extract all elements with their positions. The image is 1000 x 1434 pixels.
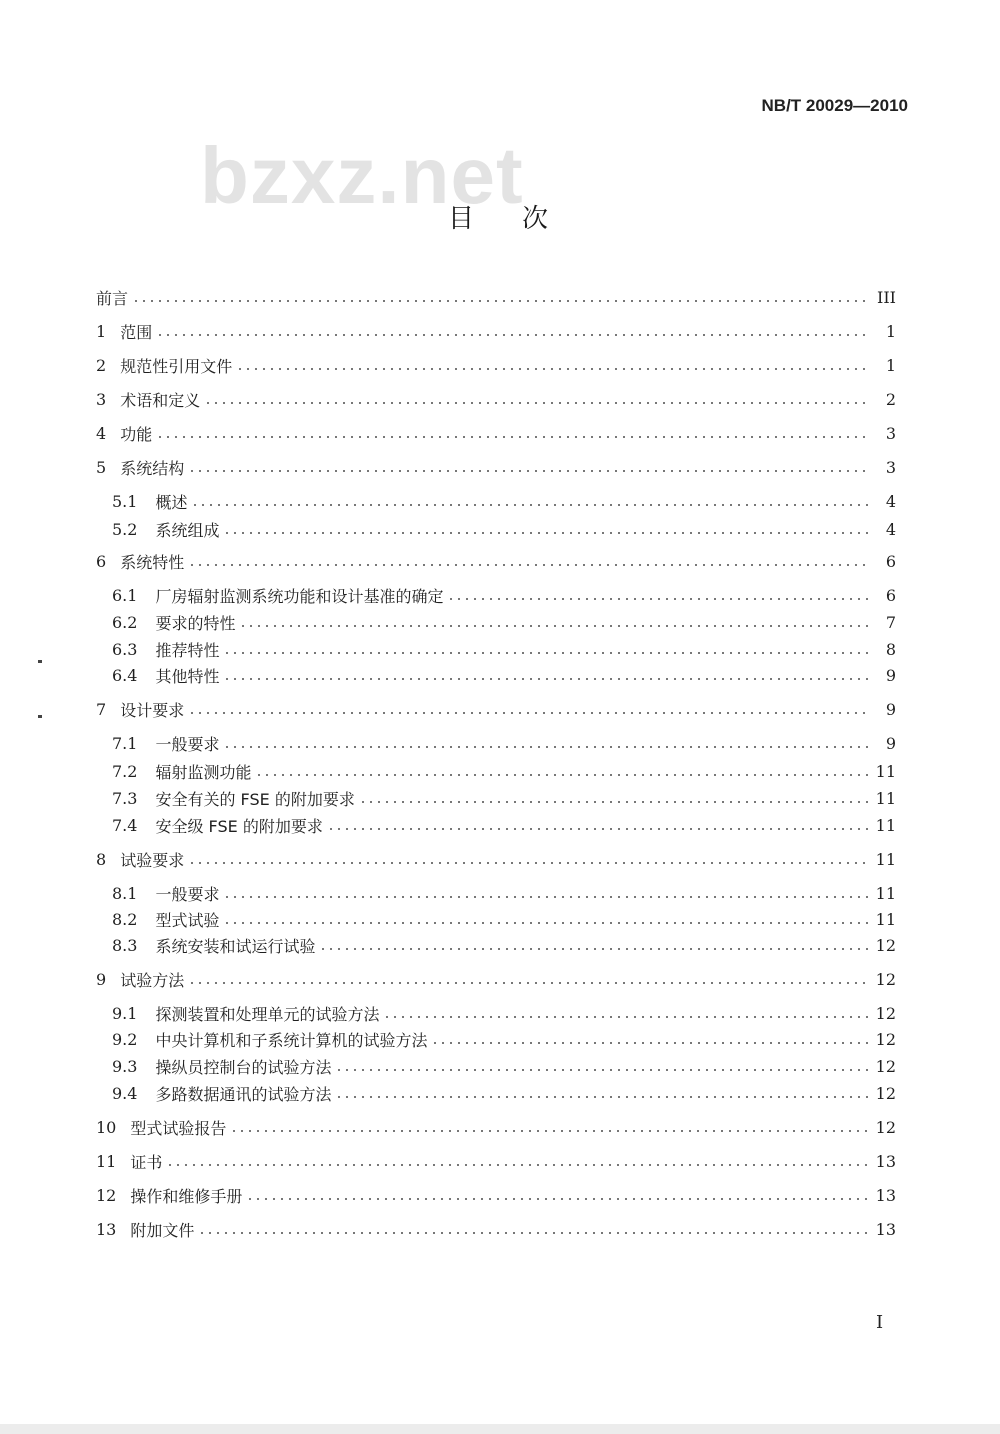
toc-entry-number: 11 xyxy=(96,1151,117,1171)
toc-leader-dots xyxy=(198,1231,869,1235)
toc-entry-title: 多路数据通讯的试验方法 xyxy=(155,1084,332,1104)
toc-entry[interactable] xyxy=(96,696,896,722)
toc-leader-dots xyxy=(188,711,870,715)
toc-entry[interactable] xyxy=(112,906,896,932)
toc-entry[interactable] xyxy=(112,609,896,635)
toc-leader-dots xyxy=(223,745,870,749)
toc-leader-dots xyxy=(335,1095,869,1099)
toc-entry-page: 6 xyxy=(885,585,896,605)
toc-entry-title: 系统结构 xyxy=(120,458,185,478)
toc-entry-page: III xyxy=(877,287,896,307)
toc-entry-page: 9 xyxy=(885,665,896,685)
toc-entry-title: 探测装置和处理单元的试验方法 xyxy=(155,1004,380,1024)
toc-entry-page: 12 xyxy=(875,969,896,989)
toc-entry[interactable] xyxy=(112,582,896,608)
toc-entry-number: 6.1 xyxy=(112,585,138,605)
toc-entry-title: 概述 xyxy=(155,492,188,512)
toc-leader-dots xyxy=(447,597,870,601)
toc-entry-title: 厂房辐射监测系统功能和设计基准的确定 xyxy=(155,586,444,606)
toc-entry[interactable] xyxy=(96,1114,896,1140)
toc-entry-number: 9.1 xyxy=(112,1003,138,1023)
toc-entry-title: 前言 xyxy=(96,288,129,308)
toc-entry-page: 13 xyxy=(875,1185,896,1205)
toc-entry-title: 附加文件 xyxy=(130,1220,195,1240)
toc-entry-title: 其他特性 xyxy=(155,666,220,686)
bottom-bar xyxy=(0,1424,1000,1434)
toc-entry[interactable] xyxy=(96,352,896,378)
toc-entry-number: 7.1 xyxy=(112,733,138,753)
toc-entry[interactable] xyxy=(112,1053,896,1079)
toc-leader-dots xyxy=(335,1068,869,1072)
toc-entry-number: 13 xyxy=(96,1219,117,1239)
toc-leader-dots xyxy=(156,333,870,337)
toc-leader-dots xyxy=(132,299,870,303)
toc-entry-page: 1 xyxy=(885,355,896,375)
toc-entry-page: 4 xyxy=(885,519,896,539)
toc-entry-number: 9.2 xyxy=(112,1029,138,1049)
toc-entry-number: 1 xyxy=(96,321,107,341)
toc-entry-page: 2 xyxy=(885,389,896,409)
toc-entry[interactable] xyxy=(96,454,896,480)
toc-leader-dots xyxy=(246,1197,869,1201)
toc-entry[interactable] xyxy=(96,846,896,872)
toc-entry-title: 型式试验 xyxy=(155,910,220,930)
toc-entry-title: 系统安装和试运行试验 xyxy=(155,936,316,956)
toc-leader-dots xyxy=(327,827,870,831)
toc-entry-page: 3 xyxy=(885,457,896,477)
toc-leader-dots xyxy=(239,624,870,628)
toc-entry-title: 一般要求 xyxy=(155,734,220,754)
toc-leader-dots xyxy=(223,921,869,925)
toc-entry-page: 12 xyxy=(875,1003,896,1023)
toc-entry-page: 1 xyxy=(885,321,896,341)
toc-leader-dots xyxy=(319,947,869,951)
toc-leader-dots xyxy=(223,651,870,655)
toc-entry-number: 7 xyxy=(96,699,107,719)
toc-entry[interactable] xyxy=(112,1000,896,1026)
toc-entry-number: 8.1 xyxy=(112,883,138,903)
toc-entry-page: 11 xyxy=(875,788,896,808)
toc-entry-number: 8.3 xyxy=(112,935,138,955)
toc-entry-number: 12 xyxy=(96,1185,117,1205)
toc-entry-page: 12 xyxy=(875,1083,896,1103)
toc-entry-page: 12 xyxy=(875,1117,896,1137)
toc-entry-page: 12 xyxy=(875,1056,896,1076)
toc-entry-page: 11 xyxy=(875,883,896,903)
toc-entry-number: 6.4 xyxy=(112,665,138,685)
toc-entry[interactable] xyxy=(96,386,896,412)
toc-leader-dots xyxy=(255,773,869,777)
toc-entry[interactable] xyxy=(112,880,896,906)
toc-entry-page: 11 xyxy=(875,849,896,869)
toc-entry-title: 操纵员控制台的试验方法 xyxy=(155,1057,332,1077)
toc-leader-dots xyxy=(223,895,869,899)
toc-entry-title: 试验方法 xyxy=(120,970,185,990)
margin-marks xyxy=(38,660,42,770)
toc-entry-page: 9 xyxy=(885,733,896,753)
toc-entry-number: 7.2 xyxy=(112,761,138,781)
toc-entry-page: 13 xyxy=(875,1219,896,1239)
toc-entry-title: 术语和定义 xyxy=(120,390,201,410)
standard-code: NB/T 20029—2010 xyxy=(761,96,908,115)
toc-entry-title: 证书 xyxy=(130,1152,163,1172)
toc-entry[interactable] xyxy=(112,662,896,688)
toc-entry[interactable] xyxy=(96,966,896,992)
page-number: I xyxy=(876,1312,884,1333)
toc-entry-number: 3 xyxy=(96,389,107,409)
toc-leader-dots xyxy=(223,677,870,681)
watermark-text: bzxz.net xyxy=(200,131,524,220)
toc-leader-dots xyxy=(156,435,870,439)
toc-entry-title: 设计要求 xyxy=(120,700,185,720)
toc-entry[interactable] xyxy=(112,758,896,784)
toc-entry[interactable] xyxy=(112,516,896,542)
toc-entry[interactable] xyxy=(96,548,896,574)
toc-leader-dots xyxy=(223,531,870,535)
toc-entry-number: 6.2 xyxy=(112,612,138,632)
toc-entry-title: 范围 xyxy=(120,322,153,342)
toc-entry-number: 9 xyxy=(96,969,107,989)
toc-entry[interactable] xyxy=(112,932,896,958)
toc-leader-dots xyxy=(204,401,870,405)
toc-entry[interactable] xyxy=(96,284,896,310)
toc-entry-title: 操作和维修手册 xyxy=(130,1186,243,1206)
toc-entry-number: 9.3 xyxy=(112,1056,138,1076)
toc-entry-page: 12 xyxy=(875,1029,896,1049)
toc-entry-page: 7 xyxy=(885,612,896,632)
toc-entry-number: 10 xyxy=(96,1117,117,1137)
toc-entry-page: 3 xyxy=(885,423,896,443)
toc-leader-dots xyxy=(359,800,870,804)
toc-leader-dots xyxy=(431,1041,869,1045)
toc-entry-number: 5.2 xyxy=(112,519,138,539)
toc-leader-dots xyxy=(188,563,870,567)
toc-entry[interactable] xyxy=(112,488,896,514)
toc-entry-title: 辐射监测功能 xyxy=(155,762,252,782)
toc-leader-dots xyxy=(236,367,870,371)
toc-entry[interactable] xyxy=(96,318,896,344)
toc-entry-number: 2 xyxy=(96,355,107,375)
toc-entry-page: 8 xyxy=(885,639,896,659)
toc-entry-title: 系统组成 xyxy=(155,520,220,540)
toc-entry[interactable] xyxy=(96,420,896,446)
toc-leader-dots xyxy=(166,1163,869,1167)
toc-entry[interactable] xyxy=(96,1216,896,1242)
toc-entry-number: 8.2 xyxy=(112,909,138,929)
toc-entry-page: 4 xyxy=(885,491,896,511)
toc-entry-title: 试验要求 xyxy=(120,850,185,870)
toc-leader-dots xyxy=(188,469,870,473)
toc-entry[interactable] xyxy=(96,1148,896,1174)
toc-entry[interactable] xyxy=(112,730,896,756)
toc-entry-page: 11 xyxy=(875,761,896,781)
toc-entry-title: 要求的特性 xyxy=(155,613,236,633)
toc-leader-dots xyxy=(230,1129,869,1133)
toc-leader-dots xyxy=(383,1015,869,1019)
toc-entry-number: 7.3 xyxy=(112,788,138,808)
toc-entry[interactable] xyxy=(112,1080,896,1106)
toc-leader-dots xyxy=(191,503,870,507)
toc-entry-number: 5 xyxy=(96,457,107,477)
toc-title: 目次 xyxy=(448,204,597,234)
toc-entry-number: 7.4 xyxy=(112,815,138,835)
toc-entry-title: 安全有关的 FSE 的附加要求 xyxy=(155,789,355,809)
toc-entry[interactable] xyxy=(112,636,896,662)
toc-entry-title: 型式试验报告 xyxy=(130,1118,227,1138)
toc-entry[interactable] xyxy=(112,1026,896,1052)
toc-entry-page: 11 xyxy=(875,815,896,835)
toc-entry-title: 中央计算机和子系统计算机的试验方法 xyxy=(155,1030,428,1050)
toc-leader-dots xyxy=(188,981,869,985)
toc-entry-number: 6.3 xyxy=(112,639,138,659)
toc-entry[interactable] xyxy=(112,785,896,811)
toc-entry-title: 一般要求 xyxy=(155,884,220,904)
toc-entry-number: 6 xyxy=(96,551,107,571)
toc-entry-page: 6 xyxy=(885,551,896,571)
toc-entry-page: 11 xyxy=(875,909,896,929)
toc-entry[interactable] xyxy=(96,1182,896,1208)
toc-entry-title: 系统特性 xyxy=(120,552,185,572)
toc-entry-number: 8 xyxy=(96,849,107,869)
toc-entry-number: 5.1 xyxy=(112,491,138,511)
toc-leader-dots xyxy=(188,861,869,865)
toc-entry-title: 推荐特性 xyxy=(155,640,220,660)
toc-entry-page: 13 xyxy=(875,1151,896,1171)
toc-entry[interactable] xyxy=(112,812,896,838)
toc-entry-title: 安全级 FSE 的附加要求 xyxy=(155,816,323,836)
toc-entry-page: 12 xyxy=(875,935,896,955)
toc-entry-number: 4 xyxy=(96,423,107,443)
toc-entry-title: 规范性引用文件 xyxy=(120,356,233,376)
toc-entry-title: 功能 xyxy=(120,424,153,444)
toc-entry-page: 9 xyxy=(885,699,896,719)
toc-entry-number: 9.4 xyxy=(112,1083,138,1103)
